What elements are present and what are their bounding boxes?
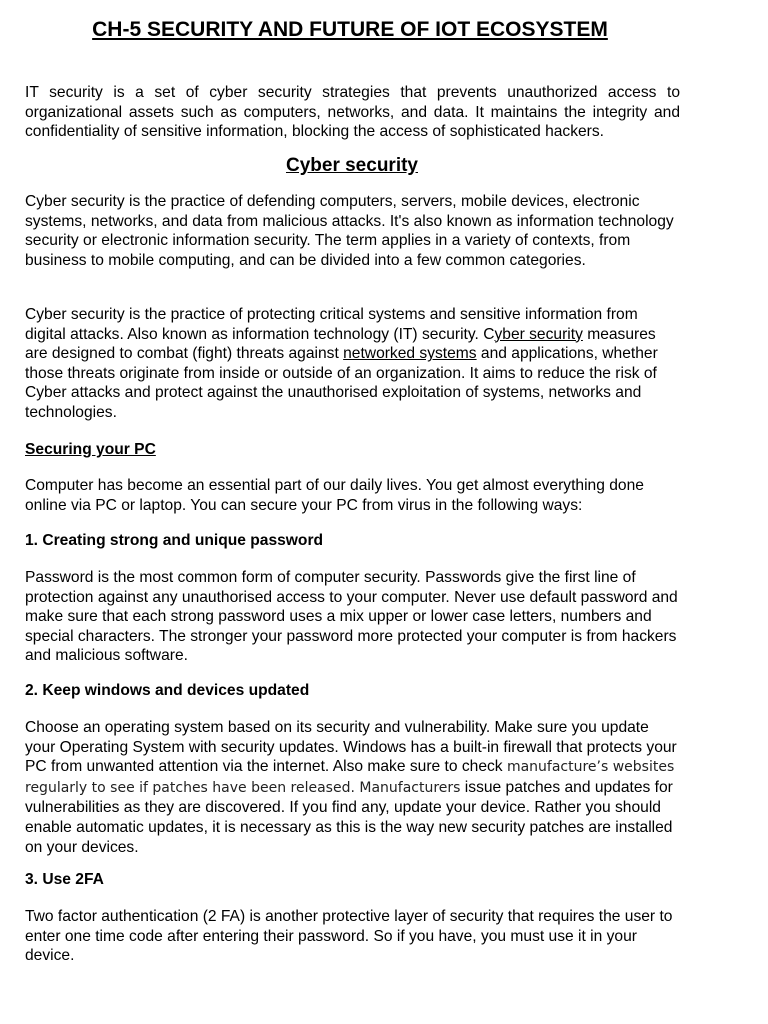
item3-paragraph: Two factor authentication (2 FA) is another protective layer of security that requires the user to enter one time code after entering their password. So if you have, you must use it in your device. [25,908,673,965]
cyber-security-paragraph-1: Cyber security is the practice of defending computers, servers, mobile devices, electronic systems, networks, and data from malicious attacks. It's also known as information technology security or electronic information security. The term applies in a variety of contexts, from business to mobile computing, and can be divided into a few common categories. [25,193,674,269]
cyber-para2-text-1: Cyber security is the practice of protecting critical systems and sensitive information from digital attacks. Also known as information technology (IT) security. C [25,306,638,343]
cyber-para2-text-3: and applications, whether those threats originate from inside or outside of an organization. It aims to reduce the risk of Cyber attacks and protect against the unauthorised exploitation of systems, networks and technologies. [25,345,658,421]
cyber-para2-text-2: measures are designed to combat (fight) threats against [25,325,656,363]
networked-systems-link[interactable]: networked systems [343,345,477,363]
securing-pc-paragraph: Computer has become an essential part of our daily lives. You get almost everything done online via PC or laptop. You can secure your PC from virus in the following ways: [25,477,644,514]
cyber-security-heading: Cyber security [285,155,418,176]
securing-pc-heading: Securing your PC [25,441,156,458]
cyber-security-link[interactable]: yber security [494,325,583,343]
item2-text-1: Choose an operating system based on its security and vulnerability. Make sure you update your Operating System with security updates. Windows has a built-in firewall that protects your PC from unwanted attention via the internet. Also make sure to check [25,719,677,776]
item1-heading: 1. Creating strong and unique password [25,532,324,549]
item3-heading: 3. Use 2FA [25,871,104,888]
item2-paragraph [25,718,680,857]
item2-heading: 2. Keep windows and devices updated [25,682,310,699]
item2-text-2: issue patches and updates for vulnerabilities as they are discovered. If you find any, update your device. Rather you should enable automatic updates, it is necessary as this is the way new security patches are installed on your devices. [25,778,673,856]
cyber-security-paragraph-2 [25,305,680,423]
item1-paragraph: Password is the most common form of computer security. Passwords give the first line of protection against any unauthorised access to your computer. Never use default password and make sure that each strong password uses a mix upper or lower case letters, numbers and special characters. The stronger your password more protected your computer is from hackers and malicious software. [25,569,678,665]
document-title: CH-5 SECURITY AND FUTURE OF IOT ECOSYSTEM [92,18,608,41]
item2-text-alt: manufacture’s websites regularly to see if patches have been released. Manufacturers [25,759,675,796]
intro-paragraph: IT security is a set of cyber security strategies that prevents unauthorized access to organizational assets such as computers, networks, and data. It maintains the integrity and confidentiality of sensitive information, blocking the access of sophisticated hackers. [25,84,680,141]
